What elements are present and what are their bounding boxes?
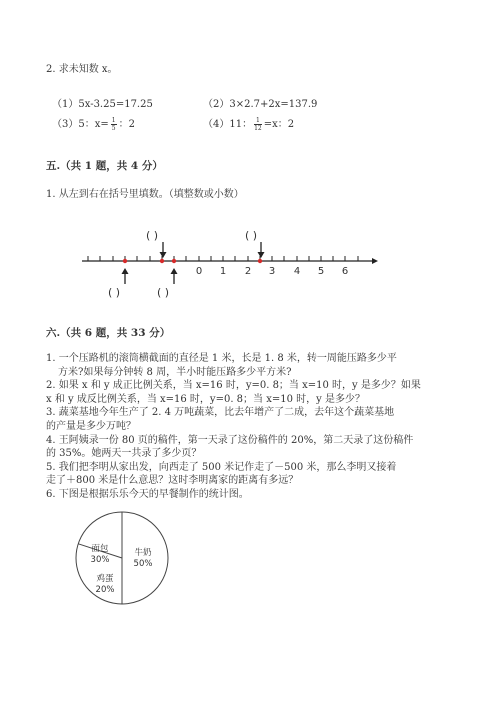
section-heading: 六.（共 6 题，共 33 分）: [46, 327, 171, 339]
point-marker: [160, 259, 164, 263]
down-arrow-icon: [160, 242, 167, 258]
slice-pct-egg: 20%: [95, 585, 115, 595]
question-line: 3. 蔬菜基地今年生产了 2. 4 万吨蔬菜，比去年增产了二成，去年这个蔬菜基地: [46, 407, 395, 419]
slice-pct-bread: 30%: [90, 555, 110, 565]
number-line: [0, 220, 500, 305]
answer-bracket[interactable]: ( ): [157, 286, 170, 299]
up-arrow-icon: [171, 268, 178, 284]
fraction-numerator: 1: [111, 117, 116, 124]
question-list: [46, 352, 421, 502]
equation-3-suffix: ：2: [118, 119, 135, 130]
fraction-numerator: 1: [256, 117, 260, 124]
point-marker: [123, 259, 127, 263]
equation-3-prefix: （3）5：x=: [52, 119, 109, 130]
slice-label-bread: 面包: [91, 544, 109, 554]
question-line: 走了＋800 米是什么意思？这时李明离家的距离有多远？: [46, 475, 299, 487]
point-marker: [258, 259, 262, 263]
answer-bracket[interactable]: ( ): [245, 229, 258, 242]
equation-4-prefix: （4）11：: [203, 119, 253, 130]
equation-1: （1）5x-3.25=17.25: [52, 99, 153, 110]
equation-3: [52, 115, 135, 132]
equation-4-suffix: =x：2: [263, 119, 295, 130]
question-title: 2. 求未知数 x。: [46, 64, 118, 75]
slice-label-milk: 牛奶: [134, 548, 152, 558]
question-line: 的产量是多少万吨？: [46, 420, 136, 432]
pie-chart: [75, 505, 185, 615]
answer-bracket[interactable]: ( ): [146, 229, 159, 242]
slice-label-egg: 鸡蛋: [96, 574, 114, 584]
question-line: 1. 一个压路机的滚筒横截面的直径是 1 米，长是 1. 8 米，转一周能压路多少平: [46, 353, 397, 364]
question-line: 2. 如果 x 和 y 成正比例关系，当 x=16 时，y=0. 8；当 x=10 时，y 是多少？如果: [46, 380, 421, 392]
fraction: [254, 117, 262, 132]
question-line: 方米?如果每分钟转 8 周，半小时能压路多少平方米?: [58, 366, 292, 378]
fraction-denominator: 12: [254, 125, 262, 132]
down-arrow-icon: [258, 242, 265, 258]
question-line: 5. 我们把李明从家出发，向西走了 500 米记作走了－500 米，那么李明又接着: [46, 461, 397, 473]
slice-pct-milk: 50%: [133, 559, 153, 569]
section-heading: 五.（共 1 题，共 4 分）: [46, 160, 163, 172]
axis-arrow-icon: [372, 258, 378, 264]
answer-bracket[interactable]: ( ): [108, 286, 121, 299]
tick-label: 0: [195, 266, 203, 277]
question-line: 6. 下图是根据乐乐今天的早餐制作的统计图。: [46, 488, 249, 500]
tick-label: 4: [293, 266, 301, 277]
point-marker: [172, 259, 176, 263]
question-line: 的 35%。她两天一共录了多少页？: [46, 448, 202, 460]
fraction-denominator: 5: [111, 125, 116, 132]
question-line: 4. 王阿姨录一份 80 页的稿件，第一天录了这份稿件的 20%，第二天录了这份稿件: [46, 434, 414, 446]
tick-label: 6: [341, 266, 349, 277]
tick-label: 3: [268, 266, 276, 277]
question-text: 1. 从左到右在括号里填数。（填整数或小数）: [46, 189, 244, 200]
fraction: [111, 117, 117, 132]
tick-label: 5: [317, 266, 325, 277]
tick-label: 2: [244, 266, 252, 277]
tick-label: 1: [219, 266, 227, 277]
equation-2: （2）3×2.7+2x=137.9: [203, 99, 318, 110]
question-line: x 和 y 成反比例关系，当 x=16 时，y=0. 8；当 x=10 时，y 是多少？: [46, 393, 365, 405]
equation-4: [203, 115, 294, 132]
tick-marks: [88, 256, 358, 261]
up-arrow-icon: [122, 268, 129, 284]
